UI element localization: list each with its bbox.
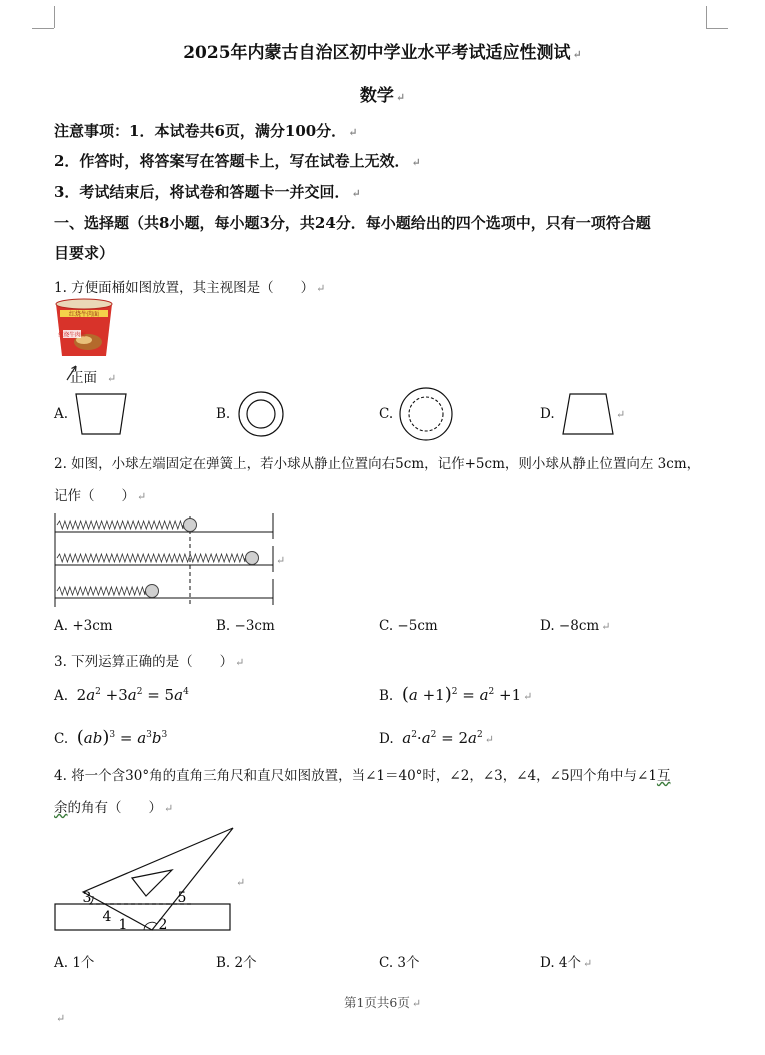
crop-mark-top-right-v: [706, 6, 707, 28]
crop-mark-top-right-h: [706, 28, 728, 29]
front-label: 正面 ↵: [70, 370, 117, 386]
svg-text:5: 5: [177, 890, 187, 906]
svg-text:1: 1: [118, 917, 128, 933]
note-1: 注意事项：1．本试卷共6页，满分100分． ↵: [54, 122, 358, 140]
q1-option-c-label[interactable]: C.: [379, 406, 394, 422]
crop-mark-top-left-v: [54, 6, 55, 28]
q2-option-a[interactable]: A. +3cm: [54, 618, 113, 634]
q1-end-mark: ↵: [616, 408, 626, 421]
section-heading-line-2: 目要求）: [54, 244, 115, 262]
svg-text:红烧牛肉面: 红烧牛肉面: [68, 311, 100, 318]
svg-text:3: 3: [82, 890, 92, 906]
q3-stem: 3. 下列运算正确的是（ ） ↵: [54, 654, 245, 670]
q1-option-d-label[interactable]: D.: [540, 406, 555, 422]
spring-diagram: [54, 512, 294, 608]
q2-option-d[interactable]: D. −8cm ↵: [540, 618, 611, 634]
q4-option-c[interactable]: C. 3个: [379, 955, 420, 971]
q2-option-c[interactable]: C. −5cm: [379, 618, 438, 634]
q1-stem: 1. 方便面桶如图放置，其主视图是（ ） ↵: [54, 280, 326, 296]
q3-option-b[interactable]: B. $(a +1)^2 = a^2 +1$ ↵: [379, 684, 533, 705]
page-footer: 第1页共6页 ↵: [343, 995, 422, 1010]
section-heading-line-1: 一、选择题（共8小题，每小题3分，共24分．每小题给出的四个选项中，只有一项符合题: [54, 214, 651, 232]
q1-option-b-label[interactable]: B.: [216, 406, 231, 422]
note-2: 2．作答时，将答案写在答题卡上，写在试卷上无效． ↵: [54, 152, 421, 170]
q1-option-b-shape[interactable]: [238, 391, 284, 437]
q3-option-a[interactable]: A. $2a^2 +3a^2 = 5a^4$: [54, 686, 189, 704]
q1-option-d-shape[interactable]: [562, 393, 614, 435]
q2-stem-line-2: 记作（ ） ↵: [54, 488, 147, 504]
q4-option-a[interactable]: A. 1个: [54, 955, 95, 971]
q1-option-c-shape[interactable]: [399, 387, 453, 441]
note-3: 3．考试结束后，将试卷和答题卡一并交回． ↵: [54, 183, 361, 201]
crop-mark-top-left-h: [32, 28, 54, 29]
q4-figure-mark: ↵: [236, 876, 246, 889]
q4-stem-line-1: 4. 将一个含30°角的直角三角尺和直尺如图放置，当∠1＝40°时，∠2，∠3，∠4，∠5四个角中与∠1互: [54, 768, 671, 784]
q4-option-b[interactable]: B. 2个: [216, 955, 257, 971]
q4-option-d[interactable]: D. 4个 ↵: [540, 955, 593, 971]
q2-figure-mark: ↵: [276, 554, 286, 567]
q3-option-c[interactable]: C. $(ab)^3 = a^3b^3$: [54, 727, 168, 748]
q2-option-b[interactable]: B. −3cm: [216, 618, 275, 634]
q1-option-a-shape[interactable]: [75, 393, 127, 435]
last-paragraph-mark: ↵: [56, 1012, 66, 1025]
q3-option-d[interactable]: D. $a^2\cdot a^2 = 2a^2$ ↵: [379, 729, 494, 747]
q2-stem-line-1: 2. 如图，小球左端固定在弹簧上，若小球从静止位置向右5cm，记作+5cm，则小球从静止位置向左 3cm，: [54, 456, 701, 472]
page-title: 2025年内蒙古自治区初中学业水平考试适应性测试 ↵: [183, 43, 582, 63]
subject-title: 数学 ↵: [359, 86, 406, 106]
svg-text:红烧牛肉面: 红烧牛肉面: [58, 332, 86, 339]
svg-text:2: 2: [158, 917, 168, 933]
triangle-ruler-diagram: [54, 826, 236, 934]
svg-text:4: 4: [102, 909, 112, 925]
q1-option-a-label[interactable]: A.: [54, 406, 69, 422]
q4-stem-line-2: 余的角有（ ） ↵: [54, 800, 174, 816]
